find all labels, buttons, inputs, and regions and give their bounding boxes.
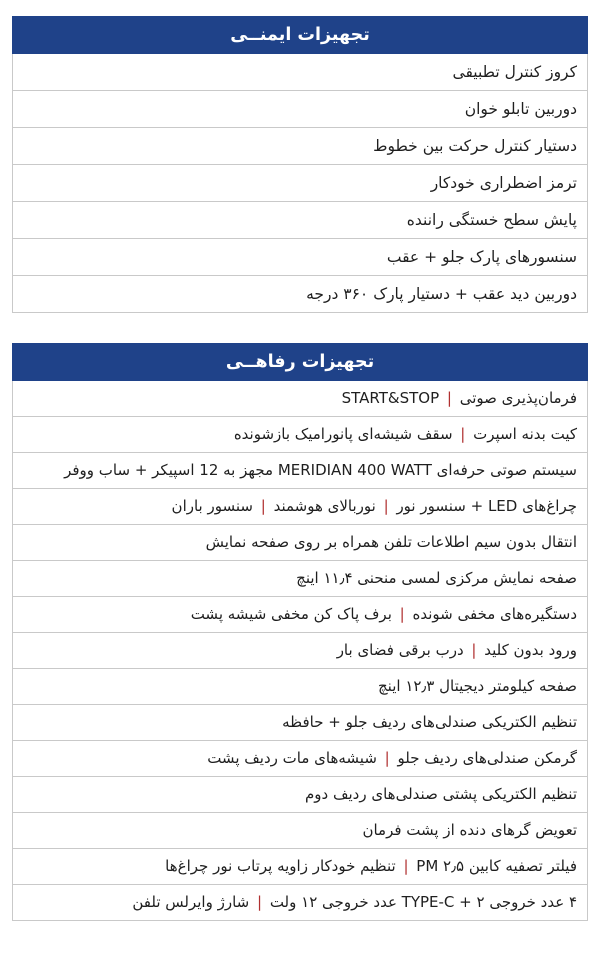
table-row (13, 669, 588, 705)
table-row (13, 453, 588, 489)
table-row (13, 381, 588, 417)
comfort-equipment-title: تجهیزات رفاهــی (13, 344, 588, 381)
safety-feature-cell: دستیار کنترل حرکت بین خطوط (13, 128, 588, 165)
comfort-feature-cell: فیلتر تصفیه کابین PM ۲٫۵ | تنظیم خودکار زاویه پرتاب نور چراغ‌ها (13, 849, 588, 885)
comfort-feature-cell: انتقال بدون سیم اطلاعات تلفن همراه بر روی صفحه نمایش (13, 525, 588, 561)
section-spacer (0, 313, 600, 343)
safety-feature-cell: دوربین دید عقب + دستیار پارک ۳۶۰ درجه (13, 276, 588, 313)
table-row (13, 489, 588, 525)
comfort-equipment-table-body (13, 344, 588, 921)
comfort-feature-cell: کیت بدنه اسپرت | سقف شیشه‌ای پانورامیک بازشونده (13, 417, 588, 453)
feature-separator: | (260, 497, 266, 515)
table-row (13, 885, 588, 921)
table-row (13, 705, 588, 741)
table-row (13, 741, 588, 777)
table-row (13, 276, 588, 313)
table-row (13, 561, 588, 597)
table-row (13, 777, 588, 813)
safety-feature-cell: دوربین تابلو خوان (13, 91, 588, 128)
table-row (13, 417, 588, 453)
comfort-feature-cell: تنظیم الکتریکی صندلی‌های ردیف جلو + حافظه (13, 705, 588, 741)
safety-feature-cell: سنسورهای پارک جلو + عقب (13, 239, 588, 276)
feature-separator: | (257, 893, 263, 911)
safety-feature-cell: کروز کنترل تطبیقی (13, 54, 588, 91)
comfort-feature-cell: تنظیم الکتریکی پشتی صندلی‌های ردیف دوم (13, 777, 588, 813)
comfort-feature-cell: صفحه نمایش مرکزی لمسی منحنی ۱۱٫۴ اینچ (13, 561, 588, 597)
safety-feature-cell: ترمز اضطراری خودکار (13, 165, 588, 202)
table-row (13, 202, 588, 239)
table-row (13, 633, 588, 669)
table-header-row (13, 17, 588, 54)
table-header-row (13, 344, 588, 381)
safety-equipment-table-body (13, 17, 588, 313)
feature-separator: | (403, 857, 409, 875)
table-row (13, 165, 588, 202)
safety-equipment-table (12, 16, 588, 313)
feature-separator: | (446, 389, 452, 407)
table-row (13, 54, 588, 91)
table-row (13, 128, 588, 165)
safety-equipment-section (0, 16, 600, 313)
table-row (13, 525, 588, 561)
comfort-equipment-section (0, 343, 600, 921)
feature-separator: | (399, 605, 405, 623)
table-row (13, 849, 588, 885)
feature-separator: | (460, 425, 466, 443)
comfort-feature-cell: صفحه کیلومتر دیجیتال ۱۲٫۳ اینچ (13, 669, 588, 705)
comfort-feature-cell: تعویض گرهای دنده از پشت فرمان (13, 813, 588, 849)
comfort-feature-cell: ۴ عدد خروجی TYPE-C + ۲ عدد خروجی ۱۲ ولت | شارژ وایرلس تلفن (13, 885, 588, 921)
comfort-feature-cell: دستگیره‌های مخفی شونده | برف پاک کن مخفی شیشه پشت (13, 597, 588, 633)
comfort-equipment-table (12, 343, 588, 921)
table-row (13, 597, 588, 633)
comfort-feature-cell: سیستم صوتی حرفه‌ای MERIDIAN 400 WATT مجهز به 12 اسپیکر + ساب ووفر (13, 453, 588, 489)
feature-separator: | (471, 641, 477, 659)
comfort-feature-cell: چراغ‌های LED + سنسور نور | نوربالای هوشمند | سنسور باران (13, 489, 588, 525)
comfort-feature-cell: ورود بدون کلید | درب برقی فضای بار (13, 633, 588, 669)
bottom-spacer (0, 921, 600, 931)
table-row (13, 91, 588, 128)
safety-feature-cell: پایش سطح خستگی راننده (13, 202, 588, 239)
comfort-feature-cell: فرمان‌پذیری صوتی | START&STOP (13, 381, 588, 417)
top-spacer (0, 0, 600, 16)
feature-separator: | (384, 749, 390, 767)
table-row (13, 813, 588, 849)
table-row (13, 239, 588, 276)
safety-equipment-title: تجهیزات ایمنــی (13, 17, 588, 54)
feature-separator: | (383, 497, 389, 515)
comfort-feature-cell: گرمکن صندلی‌های ردیف جلو | شیشه‌های مات ردیف پشت (13, 741, 588, 777)
